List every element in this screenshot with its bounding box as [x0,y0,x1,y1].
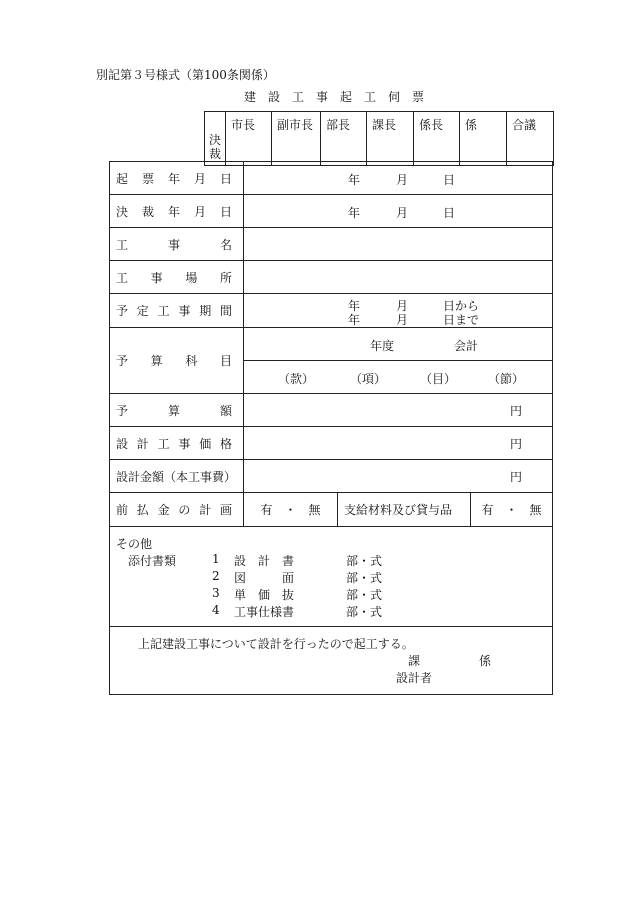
other-section [110,527,553,627]
row-label-kamoku: 予 算 科 目 [110,328,244,394]
attachment-row: 4 工事仕様書 部・式 [212,603,383,619]
other-heading: その他 [116,537,153,551]
shikyu-label: 支給材料及び貸与品 [338,493,471,526]
row-label-koji-basho: 工 事 場 所 [110,261,244,294]
approval-cell-staff[interactable]: 係 [460,112,507,166]
kingaku-field[interactable]: 円 [244,460,553,493]
kippyo-date-field[interactable]: 年 月 日 [244,162,553,195]
shikyu-cell [337,493,552,527]
row-label-kippyo-date: 起 票 年 月 日 [110,162,244,195]
kessai-date-field[interactable]: 年 月 日 [244,195,553,228]
kikan-field[interactable]: 年 月 日から 年 月 日まで [244,294,553,328]
row-label-koji-mei: 工 事 名 [110,228,244,261]
koji-basho-field[interactable] [244,261,553,294]
main-form-table [109,161,553,695]
yosangaku-field[interactable]: 円 [244,394,553,427]
approval-cell-section-chief[interactable]: 課長 [367,112,414,166]
kamoku-nendo-field[interactable]: 年度 会計 [244,328,553,361]
shikyu-choice[interactable]: 有 ・ 無 [481,503,542,517]
signature-section [110,627,553,695]
approval-cell-vice-mayor[interactable]: 副市長 [272,112,321,166]
row-label-kingaku: 設計金額（本工事費） [110,460,244,493]
approval-cell-mayor[interactable]: 市長 [226,112,272,166]
row-label-maebarai: 前 払 金 の 計 画 [110,493,244,527]
attachment-row: 2 図 面 部・式 [212,569,383,585]
form-title: 建 設 工 事 起 工 伺 票 [244,90,425,104]
approval-cell-consultation[interactable]: 合議 [507,112,554,166]
statement-text: 上記建設工事について設計を行ったので起工する。 [138,637,414,651]
row-label-yosangaku: 予 算 額 [110,394,244,427]
approval-stamp-grid [204,111,554,166]
kakaku-field[interactable]: 円 [244,427,553,460]
approval-label: 決裁 [205,112,226,166]
form-note: 別記第３号様式（第100条関係） [96,68,275,82]
attachment-row: 添付書類 1 設 計 書 部・式 [128,552,383,568]
ka-label: 課 [408,654,421,668]
approval-cell-director[interactable]: 部長 [321,112,367,166]
row-label-kessai-date: 決 裁 年 月 日 [110,195,244,228]
attachment-list [116,552,552,620]
maebarai-choice[interactable]: 有 ・ 無 [244,493,338,527]
kakari-label: 係 [479,654,492,668]
row-label-kikan: 予 定 工 事 期 間 [110,294,244,328]
designer-label: 設計者 [396,671,433,685]
row-label-kakaku: 設 計 工 事 価 格 [110,427,244,460]
approval-cell-subsection-chief[interactable]: 係長 [414,112,460,166]
koji-mei-field[interactable] [244,228,553,261]
attachment-row: 3 単 価 抜 部・式 [212,586,383,602]
kamoku-detail-field[interactable]: （款） （項） （目） （節） [244,361,553,394]
